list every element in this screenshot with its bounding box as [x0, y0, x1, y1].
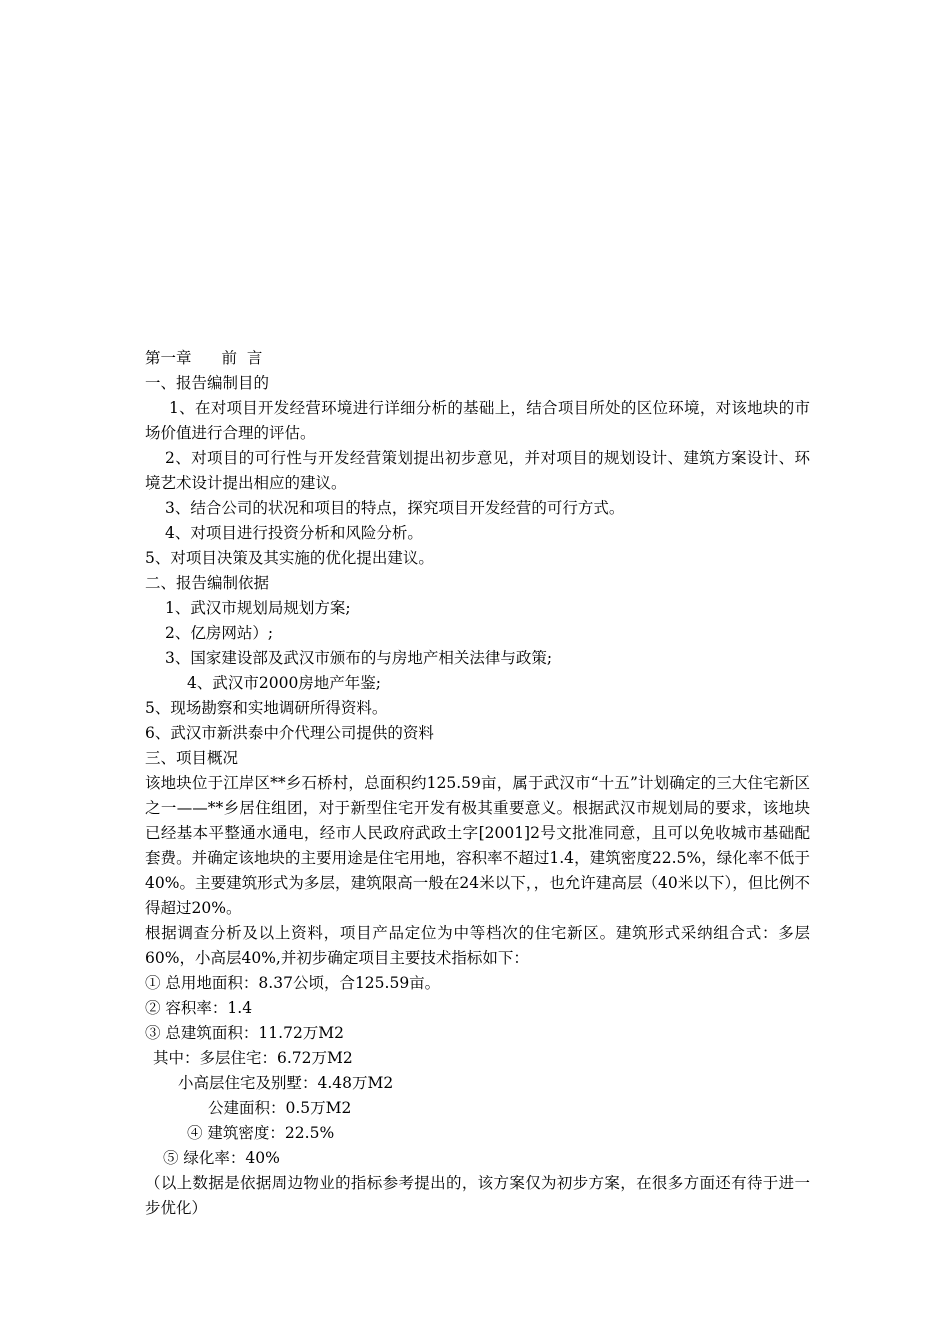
- purpose-item-5: 5、对项目决策及其实施的优化提出建议。: [145, 549, 434, 567]
- section-heading-purpose: 一、报告编制目的: [145, 374, 270, 392]
- indicator-plot-ratio: ② 容积率：1.4: [145, 999, 253, 1017]
- overview-paragraph-2: 根据调查分析及以上资料，项目产品定位为中等档次的住宅新区。建筑形式采纳组合式：多层60%，小高层40%,并初步确定项目主要技术指标如下：: [145, 924, 810, 967]
- indicator-green-ratio: ⑤ 绿化率：40%: [163, 1149, 280, 1167]
- chapter-title: 前 言: [221, 349, 263, 367]
- section-heading-basis: 二、报告编制依据: [145, 574, 270, 592]
- basis-item-1: 1、武汉市规划局规划方案;: [165, 599, 351, 617]
- overview-note: （以上数据是依据周边物业的指标参考提出的，该方案仅为初步方案，在很多方面还有待于进一步优化）: [145, 1174, 810, 1217]
- indicator-building-density: ④ 建筑密度：22.5%: [187, 1124, 335, 1142]
- chapter-heading: [145, 346, 810, 371]
- purpose-item-3: 3、结合公司的状况和项目的特点，探究项目开发经营的可行方式。: [165, 499, 625, 517]
- basis-item-6: 6、武汉市新洪泰中介代理公司提供的资料: [145, 724, 434, 742]
- purpose-item-4: 4、对项目进行投资分析和风险分析。: [165, 524, 423, 542]
- indicator-total-land: ① 总用地面积：8.37公顷，合125.59亩。: [145, 974, 441, 992]
- basis-item-5: 5、现场勘察和实地调研所得资料。: [145, 699, 388, 717]
- basis-item-2: 2、亿房网站）;: [165, 624, 274, 642]
- overview-paragraph-1: 该地块位于江岸区**乡石桥村，总面积约125.59亩，属于武汉市“十五”计划确定的三大住宅新区之一——**乡居住组团，对于新型住宅开发有极其重要意义。根据武汉市规划局的要求，该地块已经基本平整通水通电，经市人民政府武政土字[2001]2号文批准同意，且可以免收城市基础配套费。并确定该地块的主要用途是住宅用地，容积率不超过1.4，建筑密度22.5%，绿化率不低于40%。主要建筑形式为多层，建筑限高一般在24米以下，，也允许建高层（40米以下），但比例不得超过20%。: [145, 774, 810, 917]
- chapter-label: 第一章: [145, 349, 192, 367]
- document-body: [145, 346, 810, 1221]
- indicator-multistory-housing: 其中：多层住宅：6.72万M2: [153, 1049, 353, 1067]
- indicator-total-floor-area: ③ 总建筑面积：11.72万M2: [145, 1024, 345, 1042]
- indicator-midrise-villa: 小高层住宅及别墅：4.48万M2: [178, 1074, 394, 1092]
- basis-item-3: 3、国家建设部及武汉市颁布的与房地产相关法律与政策;: [165, 649, 553, 667]
- section-heading-overview: 三、项目概况: [145, 749, 239, 767]
- basis-item-4: 4、武汉市2000房地产年鉴;: [187, 674, 382, 692]
- purpose-item-2: 2、对项目的可行性与开发经营策划提出初步意见，并对项目的规划设计、建筑方案设计、环境艺术设计提出相应的建议。: [145, 449, 810, 492]
- purpose-item-1: 1、在对项目开发经营环境进行详细分析的基础上，结合项目所处的区位环境，对该地块的市场价值进行合理的评估。: [145, 399, 810, 442]
- indicator-public-building: 公建面积：0.5万M2: [208, 1099, 352, 1117]
